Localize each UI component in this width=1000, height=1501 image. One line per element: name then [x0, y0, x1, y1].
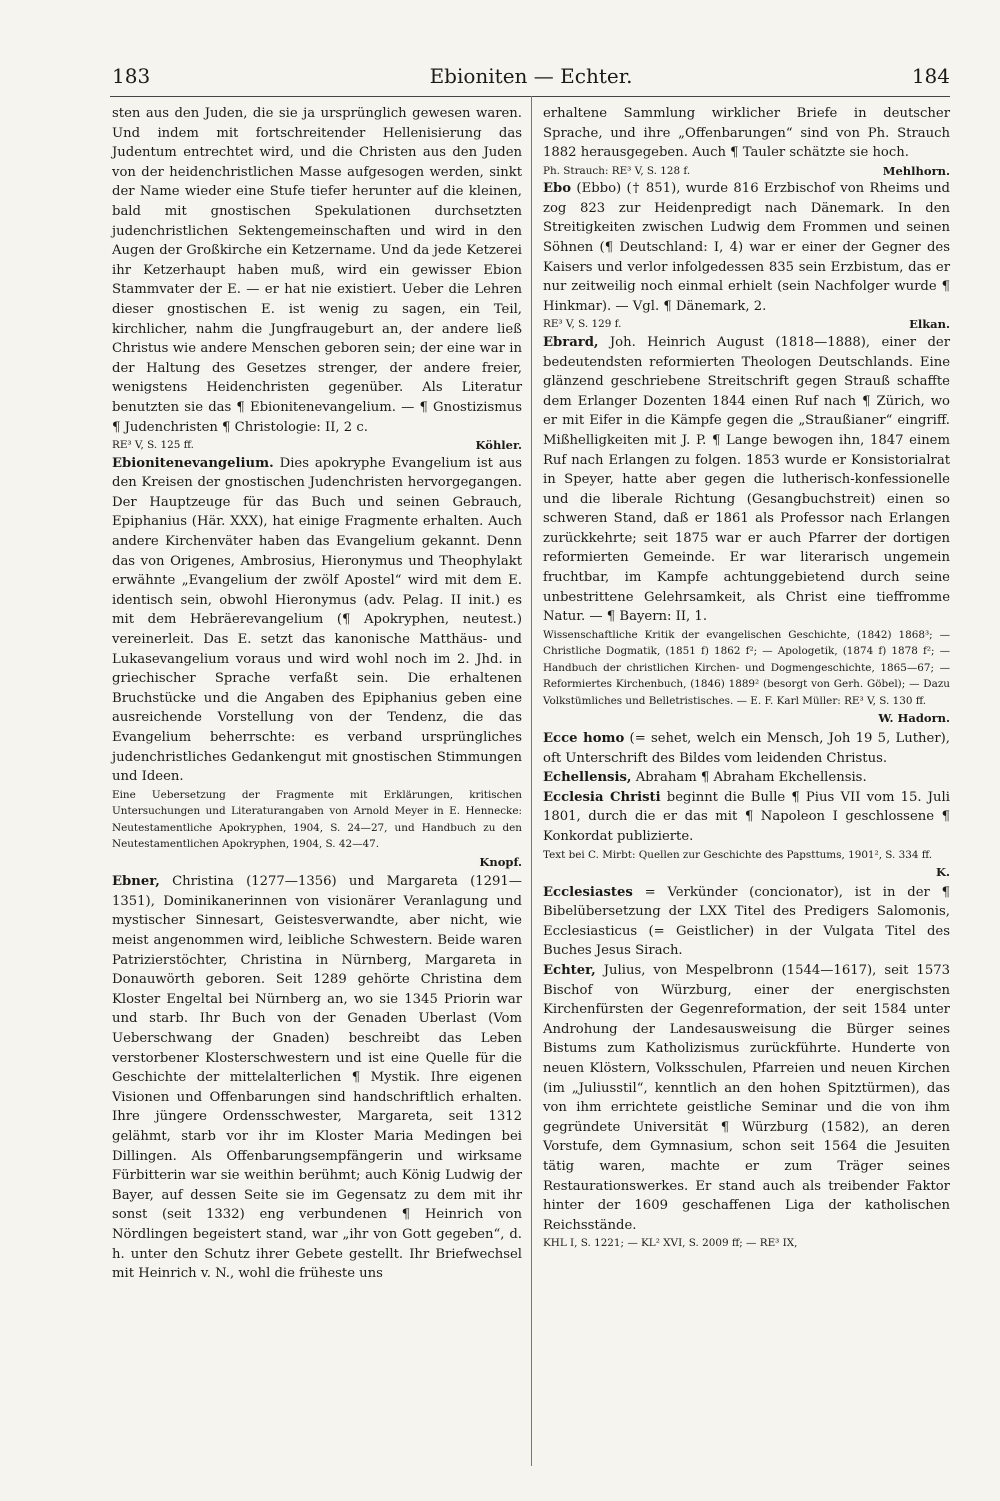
author-signature: W. Hadorn. — [878, 711, 950, 726]
entry-ecclesiastes — [543, 883, 950, 961]
author-signature: Mehlhorn. — [882, 163, 950, 178]
entry-ecce-homo — [543, 729, 950, 768]
entry-ebo — [543, 179, 950, 316]
reference-text: RE³ V, S. 129 f. — [543, 318, 622, 331]
reference-text: Text bei C. Mirbt: Quellen zur Geschichte des Papsttums, 1901², S. 334 ff. — [543, 848, 933, 861]
lemma: Echellensis, — [543, 770, 632, 786]
author-signature: Köhler. — [475, 438, 522, 453]
reference-text: Eine Uebersetzung der Fragmente mit Erklärungen, kritischen Untersuchungen und Literaturangaben von Arnold Meyer in E. Hennecke: Neutestamentliche Apokryphen, 1904, S. 24—27, und Handbuch zu den Neutestamentlichen Apokryphen, 1904, S. 42—47. — [112, 788, 522, 851]
reference-line — [543, 163, 950, 180]
entry-text: Dies apokryphe Evangelium ist aus den Kreisen der gnostischen Judenchristen hervorgegangen. Der Hauptzeuge für das Buch und seinen Gebrauch, Epiphanius (Här. XXX), hat einige Fragmente erhalten. Auch andere Kirchenväter haben das Evangelium gekannt. Denn das von Origenes, Ambrosius, Hieronymus und Theophylakt erwähnte „Evangelium der zwölf Apostel“ wird mit dem E. identisch sein, obwohl Hieronymus (adv. Pelag. II init.) es mit dem Hebräerevangelium (¶ Apokryphen, neutest.) vereinerleit. Das E. setzt das kanonische Matthäus- und Lukasevangelium voraus und wird wohl noch im 2. Jhd. in griechischer Sprache verfaßt sein. Die erhaltenen Bruchstücke und die Angaben des Epiphanius geben eine ausreichende Vorstellung von der Tendenz, die das Evangelium beherrschte: es verband ursprüngliches judenchristliches Gedankengut mit gnostischen Stimmungen und Ideen. — [112, 455, 522, 785]
column-divider — [531, 96, 532, 1466]
lemma: Ecce homo — [543, 730, 625, 746]
entry-text: Joh. Heinrich August (1818—1888), einer der bedeutendsten reformierten Theologen Deutschlands. Eine glänzend geschriebene Streitschrift gegen Strauß schaffte dem Erlanger Dozenten 1844 einen Ruf nach ¶ Zürich, wo er mit Eifer in die Kämpfe gegen die „Straußianer“ eingriff. Mißhelligkeiten mit J. P. ¶ Lange bewogen ihn, 1847 einem Ruf nach Erlangen zu folgen. 1853 wurde er Konsistorialrat in Speyer, hatte aber gegen die lutherisch-konfessionelle und die liberale Richtung (Gesangbuchstreit) einen so schweren Stand, daß er 1861 als Professor nach Erlangen zurückkehrte; seit 1875 war er auch Pfarrer der dortigen reformierten Gemeinde. Er war literarisch ungemein fruchtbar, im Kampfe achtunggebietend durch seine unbestrittene Gelehrsamkeit, als Christ eine tieffromme Natur. — ¶ Bayern: II, 1. — [543, 334, 950, 625]
entry-text: Christina (1277—1356) und Margareta (1291—1351), Dominikanerinnen von visionärer Veranlagung und mystischer Sinnesart, Geistesverwandte, aber nicht, wie meist angenommen wird, leibliche Schwestern. Beide waren Patrizierstöchter, Christina in Nürnberg, Margareta in Donauwörth geboren. Seit 1289 gehörte Christina dem Kloster Engeltal bei Nürnberg an, wo sie 1345 Priorin war und starb. Ihr Buch von der Genaden Uberlast (Vom Ueberschwang der Gnaden) beschreibt das Leben verstorbener Klosterschwestern und ist eine Quelle für die Geschichte der mittelalterlichen ¶ Mystik. Ihre eigenen Visionen und Offenbarungen sind handschriftlich erhalten. Ihre jüngere Ordensschwester, Margareta, seit 1312 gelähmt, starb vor ihr im Kloster Maria Medingen bei Dillingen. Als Offenbarungsempfängerin und wirksame Fürbitterin war sie weithin berühmt; auch König Ludwig der Bayer, auf dessen Seite sie im Gegensatz zu dem mit ihr sonst (seit 1332) eng verbundenen ¶ Heinrich von Nördlingen begeistert stand, war „ihr von Gott gegeben“, d. h. unter den Schutz ihrer Gebete gestellt. Ihr Briefwechsel mit Heinrich v. N., wohl die früheste uns — [112, 874, 522, 1282]
entry-ebionitenevangelium — [112, 454, 522, 787]
reference-text: Wissenschaftliche Kritik der evangelischen Geschichte, (1842) 1868³; — Christliche Dogmatik, (1851 f) 1862 f²; — Apologetik, (1874 f) 1878 f²; — Handbuch der christlichen Kirchen- und Dogmengeschichte, 1865—67; — Reformiertes Kirchenbuch, (1846) 1889² (besorgt von Gerh. Göbel); — Dazu Volkstümliches und Belletristisches. — E. F. Karl Müller: RE³ V, S. 130 ff. — [543, 628, 950, 707]
header-rule — [110, 96, 950, 97]
page-header — [112, 64, 950, 94]
entry-ebrard — [543, 333, 950, 627]
entry-text: Julius, von Mespelbronn (1544—1617), seit 1573 Bischof von Würzburg, einer der energischsten Kirchenfürsten der Gegenreformation, der seit 1584 unter Androhung der Landesausweisung die Bürger seines Bistums zum Katholizismus zurückführte. Hunderte von neuen Klöstern, Volksschulen, Pfarreien und neuen Kirchen (im „Juliusstil“, kenntlich an den hohen Spitztürmen), das von ihm errichtete geistliche Seminar und die von ihm gegründete Universität ¶ Würzburg (1582), an deren Vorstufe, dem Gymnasium, schon seit 1564 die Jesuiten tätig waren, machte er zum Träger seines Restaurationswerkes. Er stand auch als treibender Faktor hinter der 1609 geschaffenen Liga der katholischen Reichsstände. — [543, 962, 950, 1233]
author-signature: K. — [936, 865, 950, 879]
lemma: Ebo — [543, 181, 572, 197]
right-column — [543, 104, 950, 1252]
entry-text: (= sehet, welch ein Mensch, Joh 19 5, Luther), oft Unterschrift des Bildes vom leidenden Christus. — [543, 730, 951, 766]
entry-ebioniten-continued: sten aus den Juden, die sie ja ursprünglich gewesen waren. Und indem mit fortschreitender Hellenisierung das Judentum entrechtet wird, und die Christen aus den Juden von der heidenchristlichen Masse aufgesogen werden, sinkt der Name wieder eine Stufe tiefer herunter auf die kleinen, bald mit gnostischen Spekulationen durchsetzten judenchristlichen Sektengemeinschaften und wird in den Augen der Großkirche ein Ketzername. Und da jede Ketzerei ihr Ketzerhaupt haben muß, wird ein gewisser Ebion Stammvater der E. — er hat nie existiert. Ueber die Lehren dieser gnostischen E. ist wenig zu sagen, ein Teil, kirchlicher, nahm die Jungfraugeburt an, der andere ließ Christus wie andere Menschen geboren sein; der eine war in der Haltung des Gesetzes strenger, der andere freier, wenigstens Heidenchristen gegenüber. Als Literatur benutzten sie das ¶ Ebionitenevangelium. — ¶ Gnostizismus ¶ Judenchristen ¶ Christologie: II, 2 c. — [112, 106, 522, 435]
page-number-right: 184 — [911, 64, 950, 88]
entry-text: beginnt die Bulle ¶ Pius VII vom 15. Juli 1801, durch die er das mit ¶ Napoleon I geschlossene ¶ Konkordat publizierte. — [543, 789, 950, 844]
entry-echellensis — [543, 768, 950, 788]
entry-text: (Ebbo) († 851), wurde 816 Erzbischof von Rheims und zog 823 zur Heidenpredigt nach Dänemark. In den Streitigkeiten zwischen Ludwig dem Frommen und seinen Söhnen (¶ Deutschland: I, 4) war er einer der Gegner des Kaisers und verlor infolgedessen 835 sein Erzbistum, das er nur zeitweilig noch einmal erhielt (sein Nachfolger wurde ¶ Hinkmar). — Vgl. ¶ Dänemark, 2. — [543, 181, 950, 314]
lemma: Ebrard, — [543, 334, 599, 350]
entry-ebner-continued: erhaltene Sammlung wirklicher Briefe in deutscher Sprache, und ihre „Offenbarungen“ sind von Ph. Strauch 1882 herausgegeben. Auch ¶ Tauler schätzte sie hoch. — [543, 106, 950, 161]
reference-line — [112, 437, 522, 454]
lemma: Ebner, — [112, 874, 160, 890]
entry-text: Abraham ¶ Abraham Ekchellensis. — [631, 770, 867, 786]
lemma: Echter, — [543, 962, 596, 978]
lemma: Ebionitenevangelium. — [112, 455, 274, 471]
page-number-left: 183 — [112, 64, 151, 88]
author-signature: Elkan. — [909, 317, 950, 332]
entry-ebner — [112, 872, 522, 1283]
lemma: Ecclesia Christi — [543, 789, 661, 805]
reference-line — [543, 316, 950, 333]
reference-text: Ph. Strauch: RE³ V, S. 128 f. — [543, 164, 691, 177]
entry-text: = Verkünder (concionator), ist in der ¶ Bibelübersetzung der LXX Titel des Predigers Salomonis, Ecclesiasticus (= Geistlicher) in der Vulgata Titel des Buches Jesus Sirach. — [543, 884, 950, 959]
reference-text: KHL I, S. 1221; — KL² XVI, S. 2009 ff; — RE³ IX, — [543, 1237, 798, 1250]
reference-text: RE³ V, S. 125 ff. — [112, 439, 194, 452]
author-signature: Knopf. — [479, 854, 522, 869]
lemma: Ecclesiastes — [543, 884, 633, 900]
left-column — [112, 104, 522, 1284]
running-title: Ebioniten — Echter. — [429, 64, 633, 88]
entry-echter — [543, 961, 950, 1235]
entry-ecclesia-christi — [543, 788, 950, 847]
